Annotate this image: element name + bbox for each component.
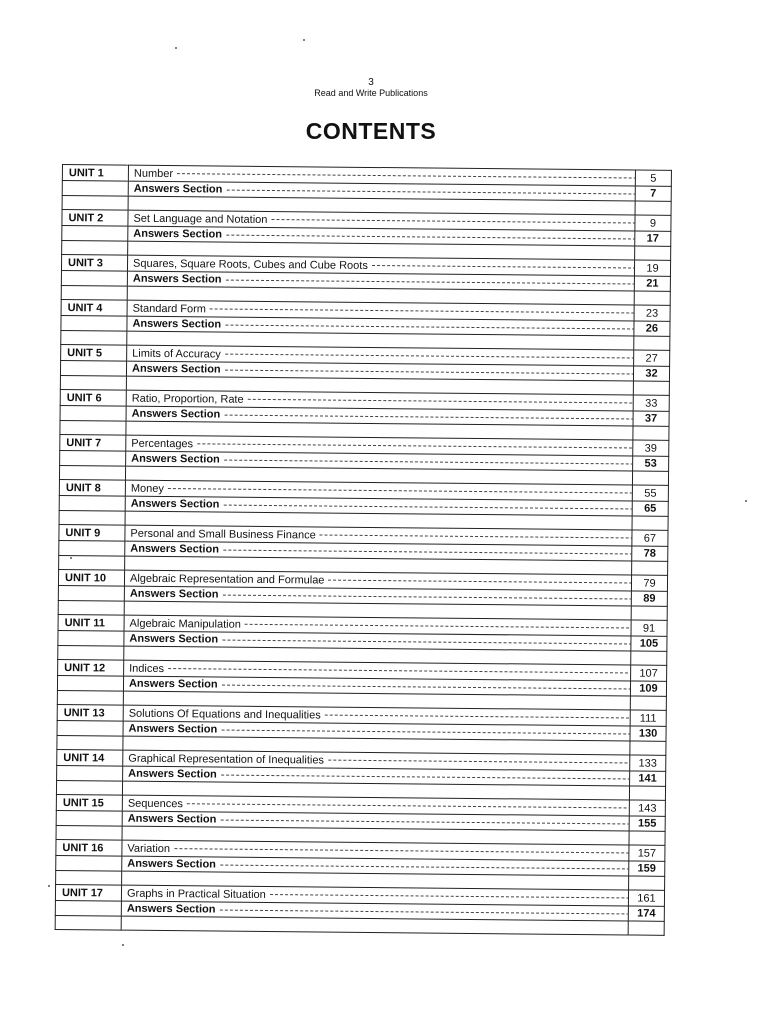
answers-section-label: Answers Section [131, 362, 221, 376]
dot-leader [226, 234, 635, 240]
empty-cell [59, 495, 125, 511]
dot-leader [174, 848, 629, 854]
dot-leader [223, 504, 632, 510]
answers-page-number: 159 [629, 861, 665, 876]
dot-leader [210, 309, 634, 315]
empty-cell [62, 181, 128, 197]
scan-speck [303, 39, 305, 41]
empty-cell [58, 600, 124, 615]
empty-cell [60, 375, 126, 390]
empty-cell [59, 510, 125, 525]
dot-leader [168, 668, 631, 674]
answers-section-label: Answers Section [131, 452, 220, 466]
dot-leader [222, 639, 631, 645]
unit-label: UNIT 9 [59, 524, 125, 541]
dot-leader [372, 265, 635, 271]
answers-section-label: Answers Section [133, 182, 223, 196]
empty-cell [635, 246, 671, 260]
empty-cell [635, 201, 671, 215]
unit-label: UNIT 6 [60, 389, 126, 406]
dot-leader [325, 715, 631, 721]
empty-cell [58, 645, 124, 660]
empty-cell [55, 900, 121, 916]
contents-title: CONTENTS [305, 118, 437, 144]
answers-section-label: Answers Section [129, 632, 219, 646]
unit-page-number: 111 [630, 710, 666, 726]
dot-leader [248, 399, 634, 405]
unit-page-number: 157 [629, 845, 665, 861]
table-of-contents [55, 164, 672, 936]
unit-label: UNIT 8 [59, 479, 125, 496]
empty-cell [58, 630, 124, 646]
unit-label: UNIT 4 [61, 299, 127, 316]
unit-label: UNIT 16 [56, 839, 122, 856]
unit-label: UNIT 10 [58, 569, 124, 586]
page-number: 3 [368, 77, 374, 88]
empty-cell [59, 465, 125, 480]
unit-label: UNIT 3 [61, 255, 127, 272]
answers-section-label: Answers Section [130, 497, 220, 511]
unit-page-number: 91 [631, 620, 667, 636]
unit-page-number: 143 [629, 800, 665, 816]
unit-title: Variation [127, 842, 171, 855]
unit-page-number: 5 [635, 170, 671, 186]
answers-page-number: 53 [633, 456, 669, 471]
answers-page-number: 174 [628, 906, 664, 921]
unit-title: Personal and Small Business Finance [130, 527, 316, 541]
answers-section-label: Answers Section [126, 902, 216, 916]
unit-title: Percentages [131, 437, 194, 450]
empty-cell [62, 196, 128, 211]
empty-cell [629, 786, 665, 800]
answers-page-number: 141 [630, 771, 666, 786]
dot-leader [220, 819, 629, 825]
dot-leader [197, 443, 633, 449]
answers-page-number: 89 [631, 591, 667, 606]
dot-leader [226, 279, 635, 285]
answers-page-number: 21 [634, 276, 670, 291]
answers-page-number: 155 [629, 816, 665, 831]
answers-section-label: Answers Section [128, 722, 218, 736]
empty-cell [631, 651, 667, 665]
unit-title: Standard Form [132, 302, 207, 315]
empty-cell [57, 675, 123, 691]
answers-section-label: Answers Section [131, 407, 221, 421]
empty-cell [60, 360, 126, 376]
unit-page-number: 161 [628, 890, 664, 906]
empty-cell [632, 516, 668, 530]
unit-title: Graphical Representation of Inequalities [128, 752, 325, 767]
unit-page-number: 33 [633, 395, 669, 411]
answers-section-label: Answers Section [127, 857, 216, 871]
unit-label: UNIT 1 [62, 165, 128, 182]
answers-section-label: Answers Section [128, 677, 218, 691]
dot-leader [219, 909, 628, 915]
empty-cell [56, 870, 122, 885]
unit-page-number: 107 [631, 665, 667, 681]
answers-page-number: 78 [632, 546, 668, 561]
unit-title: Ratio, Proportion, Rate [131, 392, 244, 406]
empty-cell [633, 426, 669, 440]
dot-leader [270, 894, 629, 900]
dot-leader [221, 774, 630, 780]
empty-cell [62, 241, 128, 256]
unit-label: UNIT 12 [58, 659, 124, 676]
empty-cell [57, 720, 123, 736]
unit-label: UNIT 7 [60, 434, 126, 451]
empty-cell [57, 690, 123, 705]
unit-title: Set Language and Notation [133, 212, 268, 226]
scan-speck [175, 47, 177, 49]
unit-page-number: 39 [633, 440, 669, 456]
unit-title: Indices [129, 662, 165, 675]
empty-cell [56, 780, 122, 795]
unit-title: Algebraic Manipulation [129, 617, 241, 631]
unit-page-number: 19 [634, 260, 670, 276]
unit-label: UNIT 11 [58, 614, 124, 631]
empty-cell [60, 405, 126, 421]
unit-title: Graphs in Practical Situation [126, 887, 266, 901]
answers-page-number: 130 [630, 726, 666, 741]
unit-page-number: 55 [632, 485, 668, 501]
unit-label: UNIT 2 [62, 210, 128, 227]
empty-cell [633, 381, 669, 395]
answers-section-label: Answers Section [129, 587, 219, 601]
dot-leader [271, 219, 635, 225]
empty-cell [58, 585, 124, 601]
empty-cell [628, 921, 664, 935]
dot-leader [224, 414, 633, 420]
toc-table [55, 164, 672, 936]
dot-leader [168, 488, 633, 494]
dot-leader [220, 864, 629, 870]
empty-cell [632, 561, 668, 575]
empty-cell [629, 831, 665, 845]
scan-speck [48, 885, 50, 887]
dot-leader [225, 324, 634, 330]
dot-leader [320, 535, 632, 541]
scan-speck [122, 944, 124, 946]
dot-leader [245, 624, 631, 630]
dot-leader [328, 760, 630, 766]
answers-section-label: Answers Section [128, 767, 217, 781]
answers-section-label: Answers Section [127, 812, 217, 826]
empty-cell [56, 810, 122, 826]
dot-leader [177, 173, 635, 179]
empty-cell [55, 915, 121, 930]
empty-cell [61, 270, 127, 286]
unit-page-number: 67 [632, 530, 668, 546]
answers-page-number: 17 [635, 231, 671, 246]
answers-section-label: Answers Section [133, 227, 223, 241]
answers-page-number: 37 [633, 411, 669, 426]
unit-title: Money [130, 482, 164, 495]
empty-cell [60, 450, 126, 466]
empty-cell [631, 606, 667, 620]
unit-title: Number [133, 167, 174, 180]
empty-cell [56, 855, 122, 871]
empty-cell [61, 285, 127, 300]
dot-leader [224, 459, 633, 465]
unit-title: Algebraic Representation and Formulae [129, 572, 325, 587]
empty-cell [630, 741, 666, 755]
empty-cell [62, 226, 128, 242]
answers-section-label: Answers Section [130, 542, 220, 556]
unit-page-number: 9 [635, 215, 671, 231]
dot-leader [225, 369, 634, 375]
empty-cell [59, 540, 125, 556]
unit-title: Squares, Square Roots, Cubes and Cube Roots [132, 257, 368, 272]
empty-cell [57, 735, 123, 750]
answers-page-number: 7 [635, 186, 671, 201]
answers-section-label: Answers Section [132, 317, 222, 331]
dot-leader [225, 354, 634, 360]
answers-page-number: 26 [634, 321, 670, 336]
unit-page-number: 27 [634, 350, 670, 366]
answers-page-number: 105 [631, 636, 667, 651]
scan-speck [70, 557, 72, 559]
empty-cell [59, 555, 125, 570]
answers-section-label: Answers Section [132, 272, 222, 286]
unit-label: UNIT 14 [57, 749, 123, 766]
unit-page-number: 23 [634, 305, 670, 321]
empty-cell [57, 765, 123, 781]
empty-cell [632, 471, 668, 485]
empty-cell [630, 696, 666, 710]
dot-leader [187, 803, 630, 809]
empty-cell [61, 315, 127, 331]
publisher-name: Read and Write Publications [314, 88, 428, 98]
empty-cell [60, 420, 126, 435]
dot-leader [328, 580, 631, 586]
empty-cell [56, 825, 122, 840]
unit-title: Limits of Accuracy [132, 347, 221, 361]
answers-page-number: 65 [632, 501, 668, 516]
dot-leader [223, 594, 632, 600]
unit-title: Solutions Of Equations and Inequalities [128, 707, 321, 722]
unit-label: UNIT 5 [61, 344, 127, 361]
unit-title: Sequences [127, 797, 183, 810]
dot-leader [221, 729, 630, 735]
unit-page-number: 133 [630, 755, 666, 771]
dot-leader [222, 684, 631, 690]
unit-page-number: 79 [631, 575, 667, 591]
unit-label: UNIT 13 [57, 704, 123, 721]
unit-label: UNIT 15 [56, 794, 122, 811]
dot-leader [226, 189, 635, 195]
empty-cell [61, 330, 127, 345]
unit-label: UNIT 17 [55, 884, 121, 901]
dot-leader [223, 549, 632, 555]
answers-page-number: 109 [630, 681, 666, 696]
empty-cell [634, 291, 670, 305]
answers-page-number: 32 [633, 366, 669, 381]
empty-cell [634, 336, 670, 350]
empty-cell [629, 876, 665, 890]
scan-speck [745, 500, 747, 502]
